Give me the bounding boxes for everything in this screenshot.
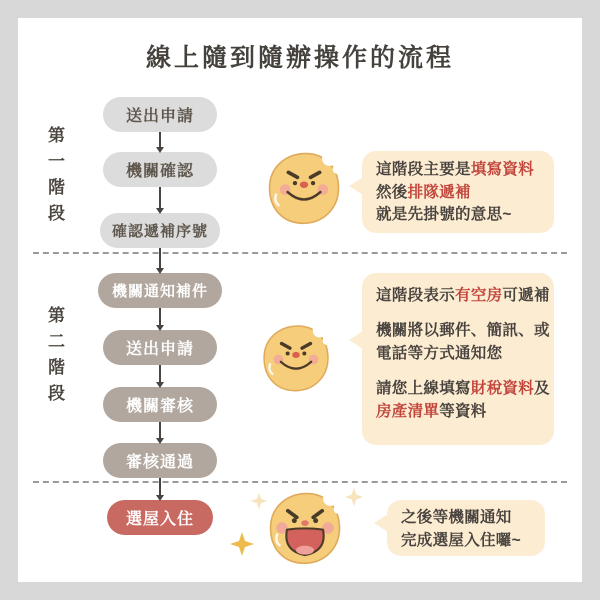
highlight-segment: 填寫資料 xyxy=(470,161,535,178)
text-segment: 就是先掛號的意思~ xyxy=(376,206,512,223)
bubble-line xyxy=(376,182,540,205)
laughing-bun-character-icon xyxy=(264,487,346,569)
page-title: 線上隨到隨辦操作的流程 xyxy=(145,44,454,72)
bubble-line xyxy=(376,159,540,182)
highlight-segment: 財稅資料 xyxy=(470,380,535,397)
sparkle-star-icon xyxy=(229,531,255,557)
flow-step-review-passed: 審核通過 xyxy=(103,443,217,478)
speech-bubble-tail xyxy=(349,331,363,349)
sparkle-star-icon xyxy=(344,487,364,507)
bubble-line xyxy=(376,342,540,365)
flow-step-agency-notify-documents: 機關通知補件 xyxy=(98,273,222,308)
bubble-line xyxy=(401,507,531,530)
smirking-bun-character-icon xyxy=(263,147,345,229)
flow-step-agency-review: 機關審核 xyxy=(103,387,217,422)
phase-1-label: 第一階段 xyxy=(45,126,64,230)
flow-arrow-1 xyxy=(159,132,161,148)
flow-arrow-2 xyxy=(159,187,161,209)
flow-arrow-4 xyxy=(159,308,161,326)
smirking-bun-character-icon xyxy=(258,320,334,396)
bubble-line xyxy=(376,204,540,227)
flow-step-choose-house-move-in: 選屋入住 xyxy=(107,500,213,535)
text-segment: 可遞補 xyxy=(502,287,550,304)
speech-bubble-phase2 xyxy=(362,273,554,445)
phase-divider-1 xyxy=(33,252,567,254)
bubble-line xyxy=(376,284,550,307)
text-segment: 之後等機關通知 xyxy=(401,509,512,526)
flow-step-confirm-waitlist-number: 確認遞補序號 xyxy=(100,213,220,248)
speech-bubble-tail xyxy=(349,177,363,195)
speech-bubble-tail xyxy=(374,514,388,532)
bubble-line xyxy=(376,319,550,342)
speech-bubble-final xyxy=(387,500,545,556)
text-segment: 這階段主要是 xyxy=(376,161,471,178)
flow-step-submit-application-1: 送出申請 xyxy=(103,97,217,132)
text-segment: 機關將以郵件、簡訊、或 xyxy=(376,322,550,339)
speech-bubble-phase1 xyxy=(362,151,554,233)
sparkle-star-icon xyxy=(250,492,268,510)
text-segment: 這階段表示 xyxy=(376,287,456,304)
text-segment: 完成選屋入住囉~ xyxy=(401,531,521,549)
text-segment: 電話等方式通知您 xyxy=(376,345,503,362)
highlight-segment: 房產清單 xyxy=(376,403,440,420)
flow-step-submit-application-2: 送出申請 xyxy=(103,330,217,365)
flow-arrow-5 xyxy=(159,365,161,383)
flow-arrow-6 xyxy=(159,422,161,439)
highlight-segment: 有空房 xyxy=(455,287,503,304)
text-segment: 請您上線填寫 xyxy=(376,380,471,397)
bubble-line xyxy=(401,530,531,553)
flow-step-agency-confirm: 機關確認 xyxy=(103,152,217,187)
bubble-line xyxy=(376,377,550,400)
text-segment: 等資料 xyxy=(439,403,487,420)
text-segment: 然後 xyxy=(376,183,408,201)
phase-2-label: 第二階段 xyxy=(45,306,64,410)
bubble-line xyxy=(376,400,540,423)
phase-divider-2 xyxy=(33,481,567,483)
text-segment: 及 xyxy=(534,380,550,397)
highlight-segment: 排隊遞補 xyxy=(407,183,471,201)
